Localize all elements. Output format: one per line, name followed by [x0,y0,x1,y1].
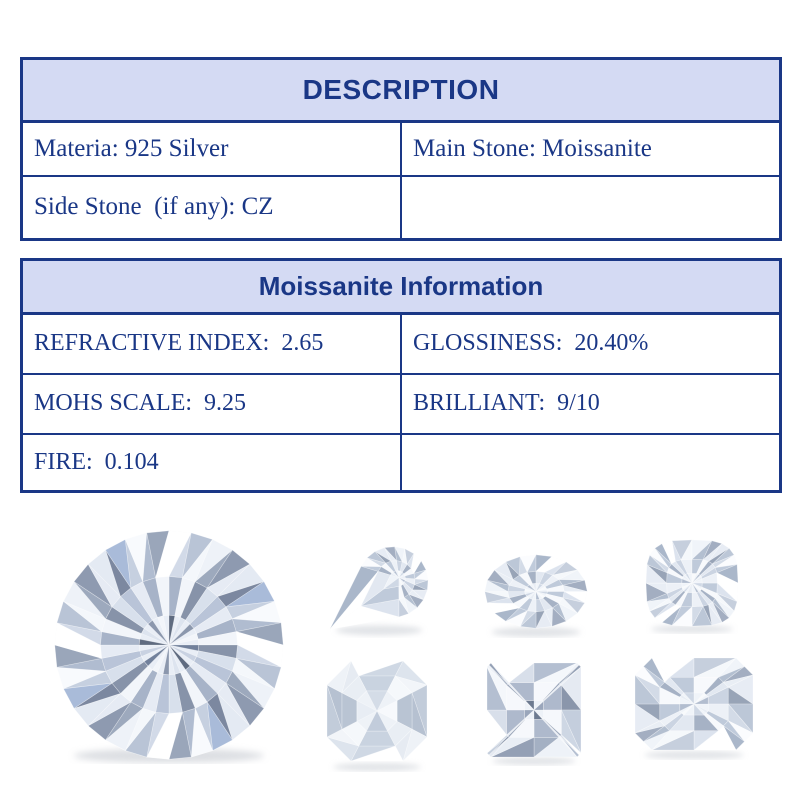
oval-cut-icon [478,546,594,638]
mohs-scale-cell: MOHS SCALE: 9.25 [22,374,402,434]
table-row [22,314,781,374]
gemstone-gallery [0,500,800,800]
table-row [22,122,781,176]
cushion-stone-image [638,536,746,634]
description-table-title: DESCRIPTION [22,59,781,122]
asscher-cut-icon [322,658,432,772]
radiant-stone-image [630,656,758,760]
round-brilliant-icon [50,526,288,764]
cushion-cut-icon [638,536,746,634]
main-stone-cell: Main Stone: Moissanite [401,122,781,176]
glossiness-cell: GLOSSINESS: 20.40% [401,314,781,374]
table-row [22,434,781,492]
princess-cut-icon [482,660,586,766]
princess-stone-image [482,660,586,766]
oval-stone-image [478,546,594,638]
empty-cell [401,176,781,240]
side-stone-cell: Side Stone (if any): CZ [22,176,402,240]
empty-cell [401,434,781,492]
pear-cut-icon [322,538,440,638]
table-row [22,176,781,240]
round-stone-image [50,526,288,764]
material-cell: Materia: 925 Silver [22,122,402,176]
pear-stone-image [322,538,440,638]
moissanite-info-table [20,258,782,493]
radiant-cut-icon [630,656,758,760]
refractive-index-cell: REFRACTIVE INDEX: 2.65 [22,314,402,374]
description-table [20,57,782,241]
fire-cell: FIRE: 0.104 [22,434,402,492]
moissanite-info-title: Moissanite Information [22,260,781,314]
brilliant-cell: BRILLIANT: 9/10 [401,374,781,434]
asscher-stone-image [322,658,432,772]
table-row [22,374,781,434]
